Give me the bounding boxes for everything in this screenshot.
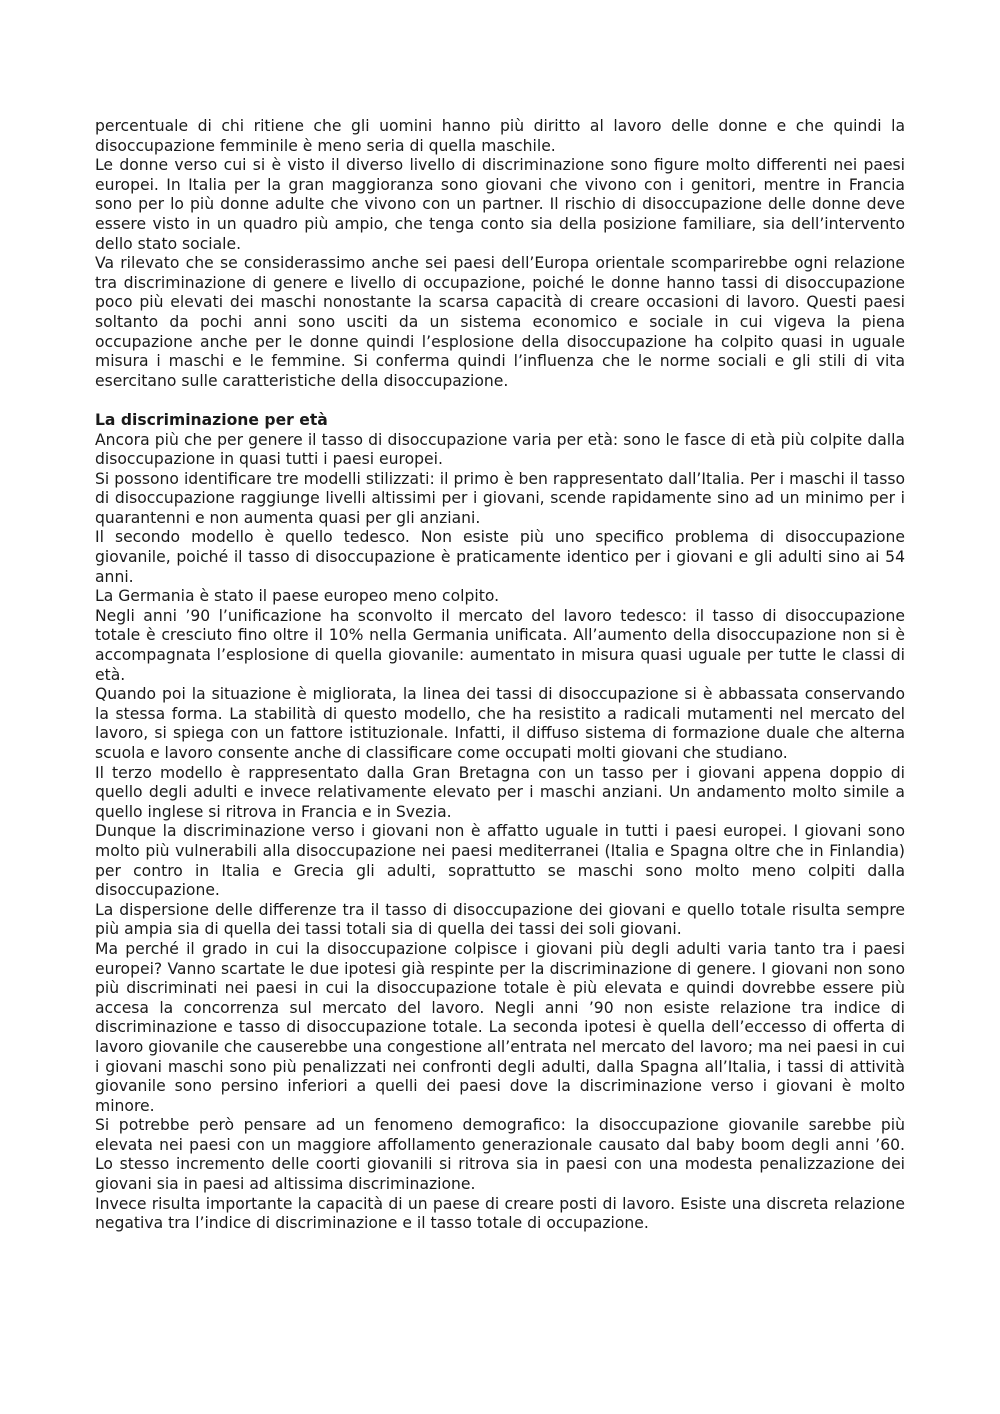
spacer <box>95 391 905 411</box>
paragraph: Dunque la discriminazione verso i giovani non è affatto uguale in tutti i paesi europei. I giovani sono molto più vulnerabili alla disoccupazione nei paesi mediterranei (Italia e Spagna oltre che in Finlandia) per contro in Italia e Grecia gli adulti, soprattutto se maschi sono molto meno colpiti dalla disoccupazione. <box>95 822 905 900</box>
paragraph: Le donne verso cui si è visto il diverso livello di discriminazione sono figure molto differenti nei paesi europei. In Italia per la gran maggioranza sono giovani che vivono con i genitori, mentre in Francia sono per lo più donne adulte che vivono con un partner. Il rischio di disoccupazione delle donne deve essere visto in un quadro più ampio, che tenga conto sia della posizione familiare, sia dell’intervento dello stato sociale. <box>95 156 905 253</box>
paragraph: Il secondo modello è quello tedesco. Non esiste più uno specifico problema di disoccupazione giovanile, poiché il tasso di disoccupazione è praticamente identico per i giovani e gli adulti sino ai 54 anni. <box>95 528 905 586</box>
paragraph: La Germania è stato il paese europeo meno colpito. <box>95 587 500 606</box>
document-page <box>95 117 905 1234</box>
paragraph: Quando poi la situazione è migliorata, la linea dei tassi di disoccupazione si è abbassata conservando la stessa forma. La stabilità di questo modello, che ha resistito a radicali mutamenti nel mercato del lavoro, si spiega con un fattore istituzionale. Infatti, il diffuso sistema di formazione duale che alterna scuola e lavoro consente anche di classificare come occupati molti giovani che studiano. <box>95 685 905 762</box>
paragraph: Va rilevato che se considerassimo anche sei paesi dell’Europa orientale scomparirebbe ogni relazione tra discriminazione di genere e livello di occupazione, poiché le donne hanno tassi di disoccupazione poco più elevati dei maschi nonostante la scarsa capacità di creare occasioni di lavoro. Questi paesi soltanto da pochi anni sono usciti da un sistema economico e sociale in cui vigeva la piena occupazione anche per le donne quindi l’esplosione della disoccupazione ha colpito quasi in uguale misura i maschi e le femmine. Si conferma quindi l’influenza che le norme sociali e gli stili di vita esercitano sulle caratteristiche della disoccupazione. <box>95 254 905 390</box>
paragraph: Invece risulta importante la capacità di un paese di creare posti di lavoro. Esiste una discreta relazione negativa tra l’indice di discriminazione e il tasso totale di occupazione. <box>95 1194 905 1233</box>
section-heading: La discriminazione per età <box>95 410 328 429</box>
paragraph: Il terzo modello è rappresentato dalla Gran Bretagna con un tasso per i giovani appena doppio di quello degli adulti e invece relativamente elevato per i maschi anziani. Un andamento molto simile a quello inglese si ritrova in Francia e in Svezia. <box>95 763 905 821</box>
paragraph: Si potrebbe però pensare ad un fenomeno demografico: la disoccupazione giovanile sarebbe più elevata nei paesi con un maggiore affollamento generazionale causato dal baby boom degli anni ’60. Lo stesso incremento delle coorti giovanili si ritrova sia in paesi con una modesta penalizzazione dei giovani sia in paesi ad altissima discriminazione. <box>95 1116 905 1194</box>
paragraph: Negli anni ’90 l’unificazione ha sconvolto il mercato del lavoro tedesco: il tasso di disoccupazione totale è cresciuto fino oltre il 10% nella Germania unificata. All’aumento della disoccupazione non si è accompagnata l’esplosione di quella giovanile: aumentato in misura quasi uguale per tutte le classi di età. <box>95 606 905 684</box>
paragraph: Ma perché il grado in cui la disoccupazione colpisce i giovani più degli adulti varia tanto tra i paesi europei? Vanno scartate le due ipotesi già respinte per la discriminazione di genere. I giovani non sono più discriminati nei paesi in cui la disoccupazione totale è più elevata e quindi dovrebbe essere più accesa la concorrenza sul mercato del lavoro. Negli anni ’90 non esiste relazione tra indice di discriminazione e tasso di disoccupazione totale. La seconda ipotesi è quella dell’eccesso di offerta di lavoro giovanile che causerebbe una congestione all’entrata nel mercato del lavoro; ma nei paesi in cui i giovani maschi sono più penalizzati nei confronti degli adulti, dalla Spagna all’Italia, i tassi di attività giovanile sono persino inferiori a quelli dei paesi dove la discriminazione verso i giovani è molto minore. <box>95 939 905 1115</box>
paragraph: percentuale di chi ritiene che gli uomini hanno più diritto al lavoro delle donne e che quindi la disoccupazione femminile è meno seria di quella maschile. <box>95 117 905 155</box>
paragraph: La dispersione delle differenze tra il tasso di disoccupazione dei giovani e quello totale risulta sempre più ampia sia di quella dei tassi totali sia di quella dei tassi dei soli giovani. <box>95 900 905 939</box>
paragraph: Si possono identificare tre modelli stilizzati: il primo è ben rappresentato dall’Italia. Per i maschi il tasso di disoccupazione raggiunge livelli altissimi per i giovani, scende rapidamente sino ad un minimo per i quarantenni e non aumenta quasi per gli anziani. <box>95 469 905 527</box>
paragraph: Ancora più che per genere il tasso di disoccupazione varia per età: sono le fasce di età più colpite dalla disoccupazione in quasi tutti i paesi europei. <box>95 430 905 469</box>
